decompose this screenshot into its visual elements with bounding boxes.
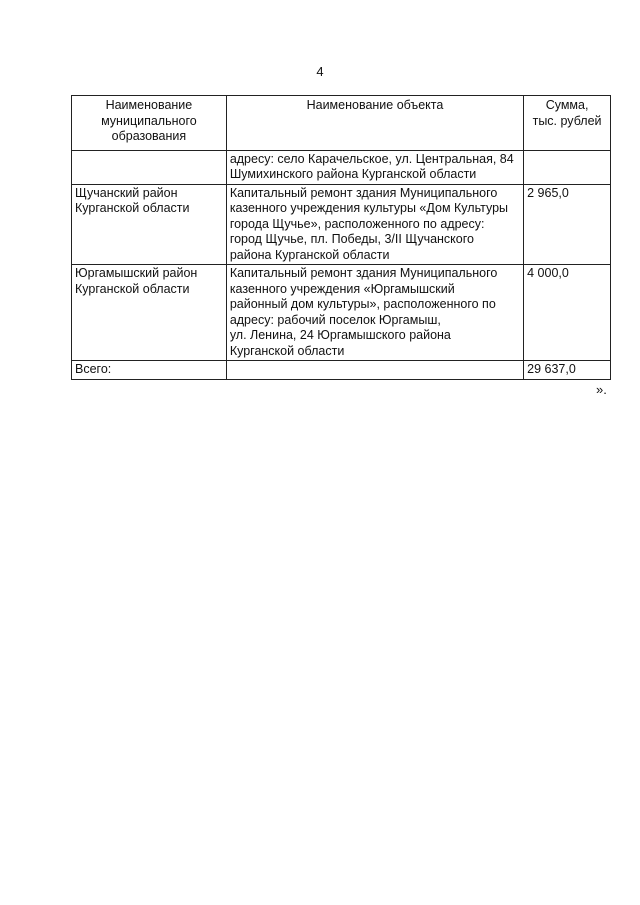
cell-municipality: [72, 150, 227, 184]
cell-amount: [524, 150, 611, 184]
total-object: [226, 361, 523, 380]
cell-object: Капитальный ремонт здания Муниципального казенного учреждения культуры «Дом Культуры города Щучье», расположенного по адресу: город Щучье, пл. Победы, 3/II Щучанского района Курганской области: [226, 184, 523, 265]
cell-municipality: Юргамышский район Курганской области: [72, 265, 227, 361]
header-object: Наименование объекта: [226, 96, 523, 151]
table-row: [72, 184, 611, 265]
closing-quote-mark: ».: [596, 382, 607, 397]
total-label: Всего:: [72, 361, 227, 380]
cell-object: Капитальный ремонт здания Муниципального казенного учреждения «Юргамышский районный дом культуры», расположенного по адресу: рабочий поселок Юргамыш, ул. Ленина, 24 Юргамышского района Курганской области: [226, 265, 523, 361]
cell-municipality: Щучанский район Курганской области: [72, 184, 227, 265]
cell-amount: 4 000,0: [524, 265, 611, 361]
header-amount: Сумма, тыс. рублей: [524, 96, 611, 151]
page-number: 4: [316, 64, 324, 79]
header-municipality: Наименование муниципального образования: [72, 96, 227, 151]
table-row: [72, 265, 611, 361]
table-row: [72, 150, 611, 184]
total-row: [72, 361, 611, 380]
funding-table: [71, 95, 611, 380]
table-header-row: [72, 96, 611, 151]
total-amount: 29 637,0: [524, 361, 611, 380]
cell-amount: 2 965,0: [524, 184, 611, 265]
cell-object: адресу: село Карачельское, ул. Центральная, 84 Шумихинского района Курганской области: [226, 150, 523, 184]
